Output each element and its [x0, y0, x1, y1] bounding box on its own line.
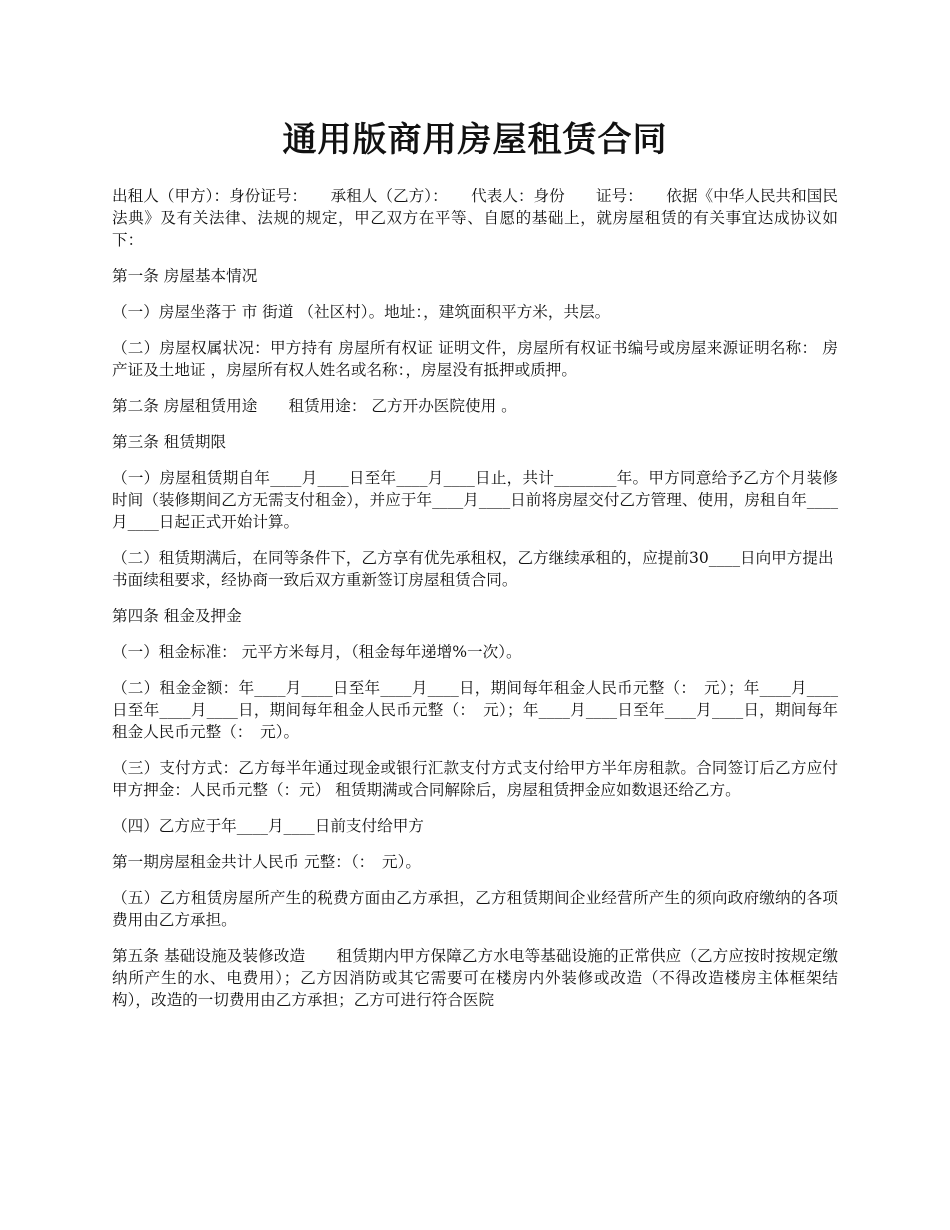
article-4-clause-2: （二）租金金额：年____月____日至年____月____日，期间每年租金人民币元整（： 元）；年____月____日至年____月____日，期间每年租金人民币元整（： 元）；年____月____日至年____月____日，期间每年租金人民币元整（： 元）。: [112, 679, 838, 741]
article-3-clause-1: （一）房屋租赁期自年____月____日至年____月____日止，共计________年。甲方同意给予乙方个月装修时间（装修期间乙方无需支付租金），并应于年____月____日前将房屋交付乙方管理、使用，房租自年____月____日起正式开始计算。: [112, 469, 838, 531]
article-4-clause-5: （五）乙方租赁房屋所产生的税费方面由乙方承担，乙方租赁期间企业经营所产生的须向政府缴纳的各项费用由乙方承担。: [112, 889, 838, 929]
article-5-paragraph: 第五条 基础设施及装修改造 租赁期内甲方保障乙方水电等基础设施的正常供应（乙方应按时按规定缴纳所产生的水、电费用）；乙方因消防或其它需要可在楼房内外装修或改造（不得改造楼房主体框架结构），改造的一切费用由乙方承担；乙方可进行符合医院: [112, 947, 838, 1009]
article-1-clause-1: （一）房屋坐落于 市 街道 （社区村）。地址：，建筑面积平方米，共层。: [112, 303, 611, 321]
article-4-first-payment: 第一期房屋租金共计人民币 元整：（： 元）。: [112, 853, 422, 871]
article-4-clause-4: （四）乙方应于年____月____日前支付给甲方: [112, 817, 424, 835]
article-4-clause-3: （三）支付方式：乙方每半年通过现金或银行汇款支付方式支付给甲方半年房租款。合同签订后乙方应付甲方押金：人民币元整（：元） 租赁期满或合同解除后，房屋租赁押金应如数退还给乙方。: [112, 759, 838, 799]
article-4-clause-1: （一）租金标准： 元平方米每月，（租金每年递增%一次）。: [112, 643, 522, 661]
article-3-clause-2: （二）租赁期满后，在同等条件下，乙方享有优先承租权，乙方继续承租的，应提前30____日向甲方提出书面续租要求，经协商一致后双方重新签订房屋租赁合同。: [112, 549, 834, 589]
document-title: 通用版商用房屋租赁合同: [282, 120, 668, 160]
contract-preamble: 出租人（甲方）：身份证号： 承租人（乙方）： 代表人：身份 证号： 依据《中华人民共和国民法典》及有关法律、法规的规定，甲乙双方在平等、自愿的基础上，就房屋租赁的有关事宜达成协议如下：: [112, 187, 838, 249]
article-4-heading: 第四条 租金及押金: [112, 607, 242, 625]
article-3-heading: 第三条 租赁期限: [112, 433, 227, 451]
article-1-clause-2: （二）房屋权属状况：甲方持有 房屋所有权证 证明文件，房屋所有权证书编号或房屋来源证明名称： 房产证及土地证 ，房屋所有权人姓名或名称：，房屋没有抵押或质押。: [112, 339, 838, 379]
article-2-heading: 第二条 房屋租赁用途 租赁用途： 乙方开办医院使用 。: [112, 397, 517, 415]
article-1-heading: 第一条 房屋基本情况: [112, 267, 258, 285]
